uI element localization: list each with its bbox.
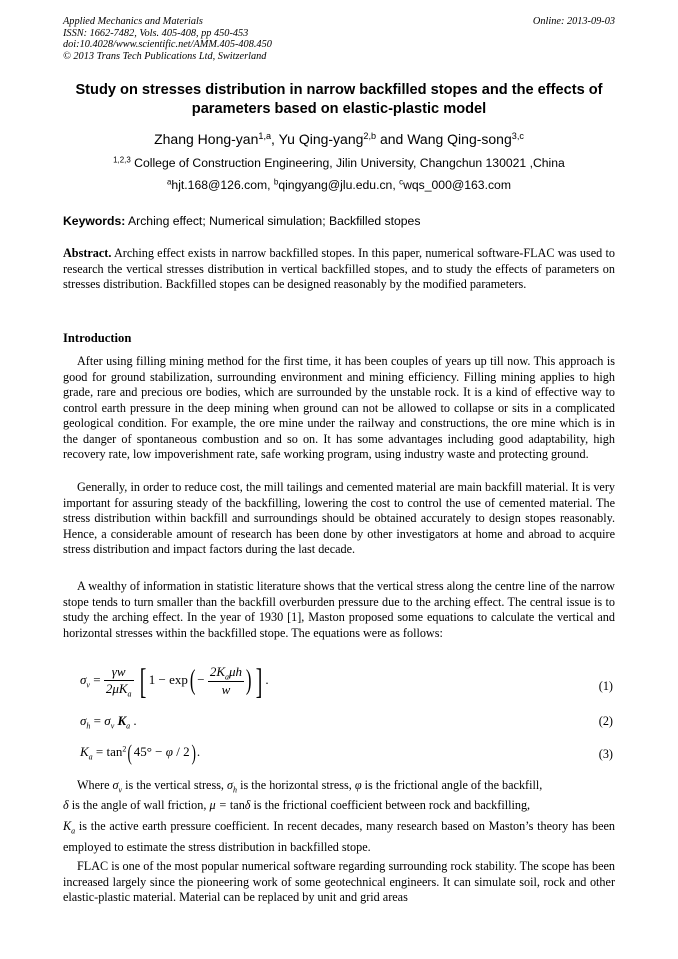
email-sup: c	[399, 177, 404, 187]
affiliation	[0, 156, 678, 171]
paragraph: After using filling mining method for the first time, it has been couples of years up till now. This approach is good for ground stabilization, surrounding environment and mining efficiency. Filling mining applies to high grade, rare and precious ore bodies, which are surrounded by the unstable rock. It is a kind of effective way to control earth pressure in the deep mining when ground can not be allowed to collapse or sits in a complicated geological condition. For example, the ore mine under the railway and constructions, the ore mine which is in the danger of spontaneous combustion and so on. It has some advantages including good adaptability, high recovery rate, low impoverishment rate, safe working program, using industry waste and protecting ground.	[63, 354, 615, 461]
equation-3	[0, 742, 678, 766]
email-sup: a	[167, 177, 172, 187]
author-sup: 3,c	[511, 131, 524, 141]
sigma-h-symbol: $\sigma_h$	[227, 778, 238, 795]
abstract-label: Abstract.	[63, 246, 112, 260]
where-text: Where	[77, 778, 113, 792]
equation-1	[0, 663, 678, 711]
paper-title: Study on stresses distribution in narrow backfilled stopes and the effects of parameters based on elastic-plastic model	[75, 82, 603, 117]
abstract	[63, 246, 615, 293]
journal-name: Applied Mechanics and Materials	[63, 16, 203, 27]
symbol-definitions	[63, 818, 615, 855]
author-name: Yu Qing-yang	[278, 131, 364, 147]
email: wqs_000@163.com	[403, 178, 511, 192]
copyright-line: © 2013 Trans Tech Publications Ltd, Switzerland	[63, 50, 267, 62]
author-list	[0, 130, 678, 148]
author-sup: 2,b	[363, 131, 377, 141]
where-text: is the active earth pressure coefficient. In recent decades, many research based on Maston’s theory has been employed to estimate the stress distribution in backfilled stope.	[63, 819, 615, 855]
author-sup: 1,a	[258, 131, 272, 141]
equation-2-formula: $\sigma_h = \sigma_v$ $K_a$ .	[80, 713, 137, 731]
author-sep: ,	[271, 131, 279, 147]
equation-number: (2)	[598, 714, 613, 728]
section-heading: Introduction	[63, 331, 132, 345]
where-text: is the horizontal stress,	[237, 778, 355, 792]
email-list	[0, 178, 678, 193]
equation-1-formula: $\sigma_v$ = $\frac{\gamma w}{2\mu K_a}$ [ 1 − exp( − $\frac{2K_a\mu h}{w}$ ) ] .	[80, 661, 269, 701]
mu-symbol: μ = tanδ	[209, 798, 251, 812]
issn-line: ISSN: 1662-7482, Vols. 405-408, pp 450-453	[63, 27, 249, 39]
paragraph: FLAC is one of the most popular numerical software regarding surrounding rock stability. The scope has been increased largely since the pioneering work of some geotechnical engineers. It can simulate soil, rock and other elastic-plastic material. Material can be replaced by unit and grid areas	[63, 859, 615, 904]
affiliation-text: College of Construction Engineering, Jilin University, Changchun 130021 ,China	[130, 156, 565, 170]
equation-number: (1)	[598, 679, 613, 693]
where-text: is the frictional coefficient between rock and backfilling,	[250, 798, 531, 812]
online-date: Online: 2013-09-03	[532, 16, 615, 27]
equation-number: (3)	[598, 747, 613, 761]
where-text: is the frictional angle of the backfill,	[361, 778, 543, 792]
sigma-v-symbol: $\sigma_v$	[112, 778, 123, 795]
author-name: Wang Qing-song	[407, 131, 512, 147]
delta-symbol: δ	[63, 798, 69, 812]
phi-symbol: φ	[354, 778, 362, 792]
equation-2	[0, 713, 678, 733]
doi-line: doi:10.4028/www.scientific.net/AMM.405-408.450	[63, 39, 272, 50]
keywords-text: Arching effect; Numerical simulation; Backfilled stopes	[125, 214, 421, 228]
author-sep: and	[376, 131, 408, 147]
email-sup: b	[273, 177, 279, 187]
affiliation-sup: 1,2,3	[113, 155, 131, 165]
keywords-label: Keywords:	[63, 214, 126, 228]
keywords	[63, 214, 615, 229]
equation-3-formula: $K_a = \tan^2(45^\circ - \varphi / 2)$.	[80, 740, 201, 765]
ka-symbol: $K_a$	[63, 819, 76, 836]
journal-header	[63, 16, 272, 62]
email: qingyang@jlu.edu.cn,	[278, 178, 400, 192]
symbol-definitions	[63, 797, 615, 813]
paragraph: A wealthy of information in statistic literature shows that the vertical stress along the centre line of the narrow stope tends to turn smaller than the backfill overburden pressure due to the arching effect. The central issue is to study the arching effect. In the year of 1930 [1], Maston proposed some equations to calculate the vertical and horizontal stresses within the backfilled stope. The equations were as follows:	[63, 579, 615, 640]
where-text: is the vertical stress,	[122, 778, 228, 792]
where-text: is the angle of wall friction,	[68, 798, 210, 812]
abstract-text: Arching effect exists in narrow backfilled stopes. In this paper, numerical software-FLAC was used to research the vertical stresses distribution in vertical backfilled stopes, and to study the effects of parameters on stresses distribution. Backfilled stopes can be designed reasonably by the modified parameters.	[63, 246, 615, 291]
symbol-definitions	[63, 777, 615, 798]
author-name: Zhang Hong-yan	[154, 131, 259, 147]
paragraph: Generally, in order to reduce cost, the mill tailings and cemented material are main backfill material. It is very important for assuring steady of the backfilling, lowering the cost to control the use of cemented material. The stress distribution within backfill and surroundings should be obtained accurately to design stopes reasonably. Hence, a considerable amount of research has been done by other investigators at home and abroad to acquire stress distribution and impact factors during the last decade.	[63, 480, 615, 556]
email: hjt.168@126.com,	[171, 178, 274, 192]
